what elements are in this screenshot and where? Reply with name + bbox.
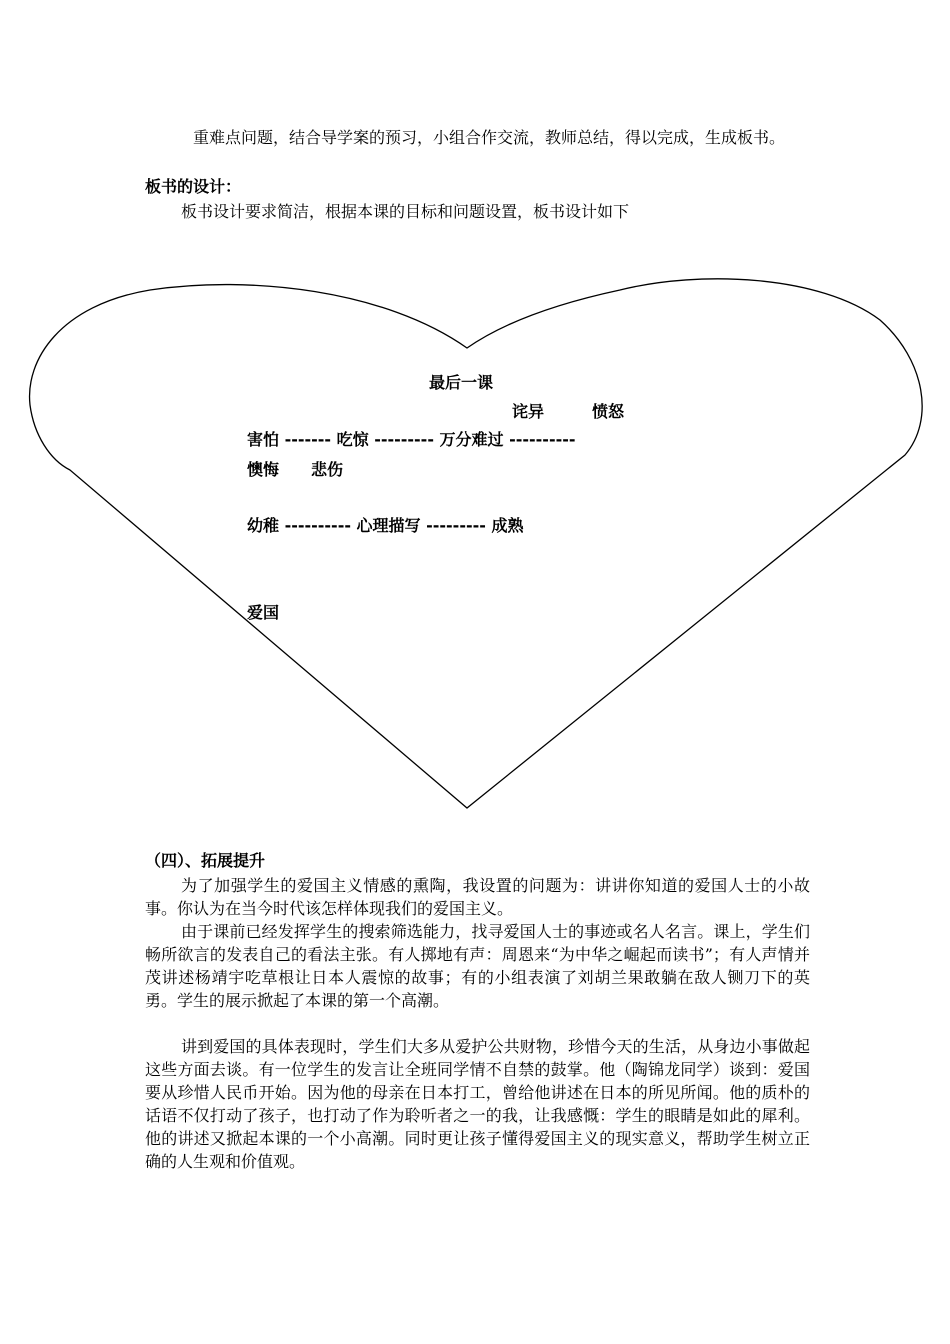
board-line-regret-sorrow: 懊悔 悲伤 [247,460,344,479]
board-design-heading: 板书的设计： [145,177,242,196]
board-line-emotions: 害怕 ------- 吃惊 --------- 万分难过 ---------- [247,430,576,449]
board-title: 最后一课 [429,373,494,392]
board-line-growth: 幼稚 ---------- 心理描写 --------- 成熟 [247,516,524,535]
section-heading: （四）、拓展提升 [145,851,266,870]
intro-paragraph: 重难点问题，结合导学案的预习，小组合作交流，教师总结，得以完成，生成板书。 [193,128,786,147]
section-paragraph-2: 由于课前已经发挥学生的搜索筛选能力，找寻爱国人士的事迹或名人名言。课上，学生们畅所欲言的发表自己的看法主张。有人掷地有声：周恩来“为中华之崛起而读书”；有人声情并茂讲述杨靖宇吃草根让日本人震惊的故事；有的小组表演了刘胡兰果敢躺在敌人铡刀下的英勇。学生的展示掀起了本课的第一个高潮。 [145,922,810,1010]
board-line-patriotism: 爱国 [247,603,280,622]
board-design-description: 板书设计要求简洁，根据本课的目标和问题设置，板书设计如下 [181,202,630,221]
section-paragraph-3: 讲到爱国的具体表现时，学生们大多从爱护公共财物，珍惜今天的生活，从身边小事做起这些方面去谈。有一位学生的发言让全班同学情不自禁的鼓掌。他（陶锦龙同学）谈到：爱国要从珍惜人民币开始。因为他的母亲在日本打工，曾给他讲述在日本的所见所闻。他的质朴的话语不仅打动了孩子，也打动了作为聆听者之一的我，让我感慨：学生的眼睛是如此的犀利。他的讲述又掀起本课的一个小高潮。同时更让孩子懂得爱国主义的现实意义，帮助学生树立正确的人生观和价值观。 [145,1037,810,1171]
section-paragraph-1: 为了加强学生的爱国主义情感的熏陶，我设置的问题为：讲讲你知道的爱国人士的小故事。你认为在当今时代该怎样体现我们的爱国主义。 [145,876,810,918]
board-line-surprise-anger: 诧异 愤怒 [512,402,625,421]
